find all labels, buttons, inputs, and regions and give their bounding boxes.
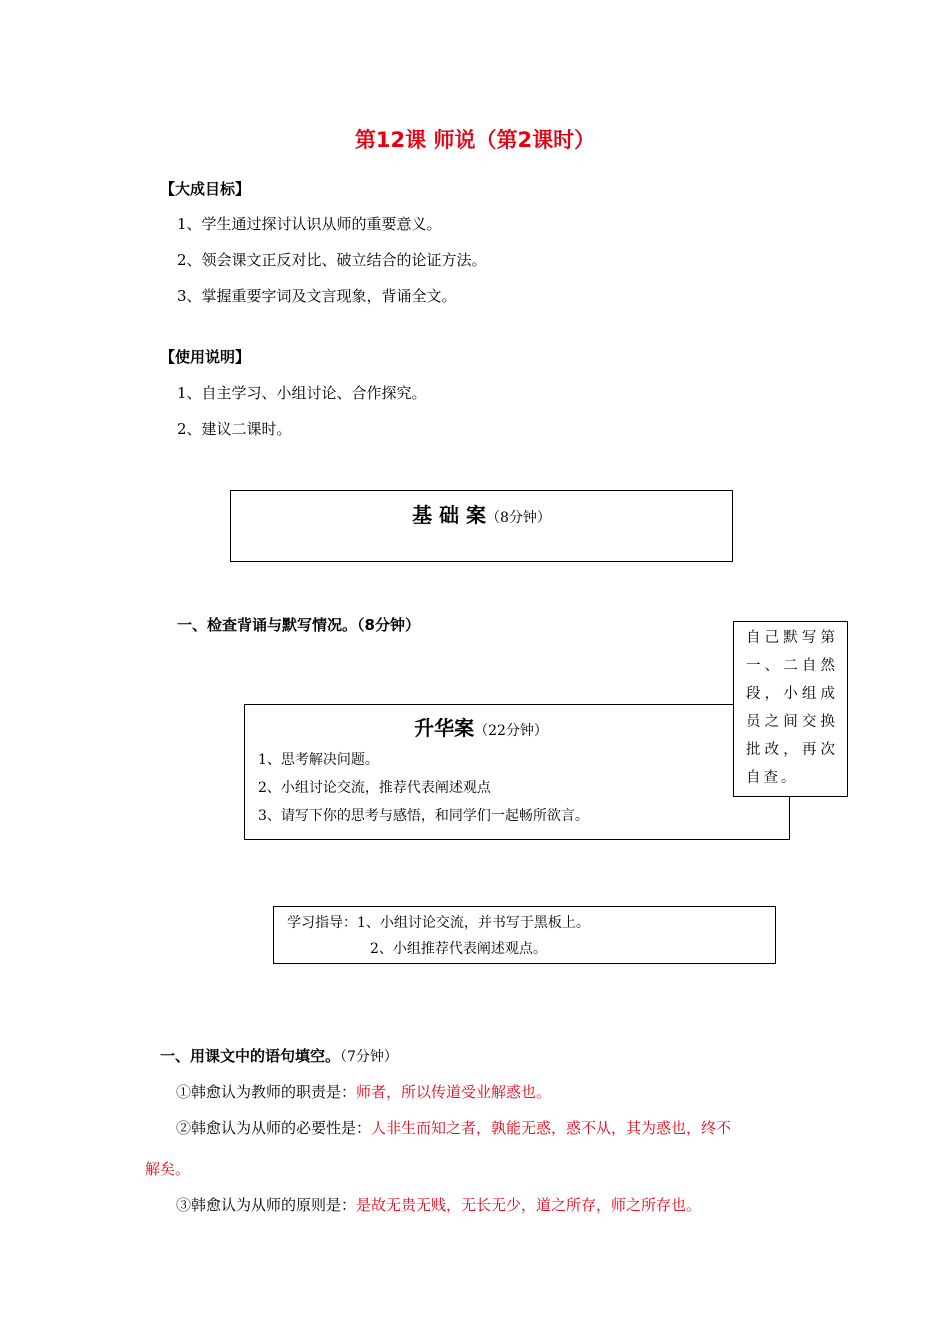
- fill-blank-item: [176, 1117, 731, 1138]
- section2-heading: 一、用课文中的语句填空。: [160, 1047, 341, 1065]
- page-title: 第12课 师说（第2课时）: [354, 128, 596, 152]
- fill-blank-answer: 人非生而知之者，孰能无惑，惑不从，其为惑也，终不: [371, 1119, 732, 1137]
- sidenote-text: 自己默写第一、二自然段，小组成员之间交换批改，再次自查。: [746, 630, 838, 786]
- basic-section-time: （8分钟）: [486, 510, 551, 526]
- fill-blank-item: [176, 1194, 701, 1215]
- basic-section-title: 基 础 案: [412, 503, 486, 527]
- advanced-section-box: [244, 704, 790, 840]
- goal-item: 3、掌握重要字词及文言现象，背诵全文。: [177, 287, 457, 305]
- usage-heading: 【使用说明】: [160, 348, 251, 366]
- usage-item: 2、建议二课时。: [177, 420, 292, 438]
- fill-blank-answer: 师者，所以传道受业解惑也。: [356, 1083, 552, 1101]
- study-guide-line-1: 学习指导：1、小组讨论交流，并书写于黑板上。: [287, 915, 590, 931]
- goals-heading: 【大成目标】: [160, 180, 251, 198]
- basic-section-box: [230, 490, 733, 562]
- fill-blank-item: [176, 1081, 551, 1102]
- goal-item: 1、学生通过探讨认识从师的重要意义。: [177, 215, 442, 233]
- advanced-section-time: （22分钟）: [474, 723, 548, 739]
- fill-blank-answer-continued: 解矣。: [145, 1160, 191, 1178]
- sidenote-box: [733, 621, 848, 797]
- fill-blank-answer: 是故无贵无贱，无长无少，道之所存，师之所存也。: [356, 1196, 702, 1214]
- goal-item: 2、领会课文正反对比、破立结合的论证方法。: [177, 251, 487, 269]
- advanced-item: 3、请写下你的思考与感悟，和同学们一起畅所欲言。: [258, 808, 589, 824]
- study-guide-box: [273, 906, 776, 964]
- advanced-section-title: 升华案: [414, 716, 475, 740]
- fill-blank-prompt: ③韩愈认为从师的原则是：: [176, 1196, 357, 1214]
- advanced-item: 2、小组讨论交流，推荐代表阐述观点: [258, 780, 491, 796]
- usage-item: 1、自主学习、小组讨论、合作探究。: [177, 384, 427, 402]
- fill-blank-prompt: ①韩愈认为教师的职责是：: [176, 1083, 357, 1101]
- advanced-item: 1、思考解决问题。: [258, 752, 379, 768]
- section1-heading: 一、检查背诵与默写情况。（8分钟）: [177, 616, 420, 634]
- section2-time: （7分钟）: [340, 1049, 398, 1065]
- study-guide-line-2: 2、小组推荐代表阐述观点。: [370, 941, 547, 957]
- fill-blank-prompt: ②韩愈认为从师的必要性是：: [176, 1119, 372, 1137]
